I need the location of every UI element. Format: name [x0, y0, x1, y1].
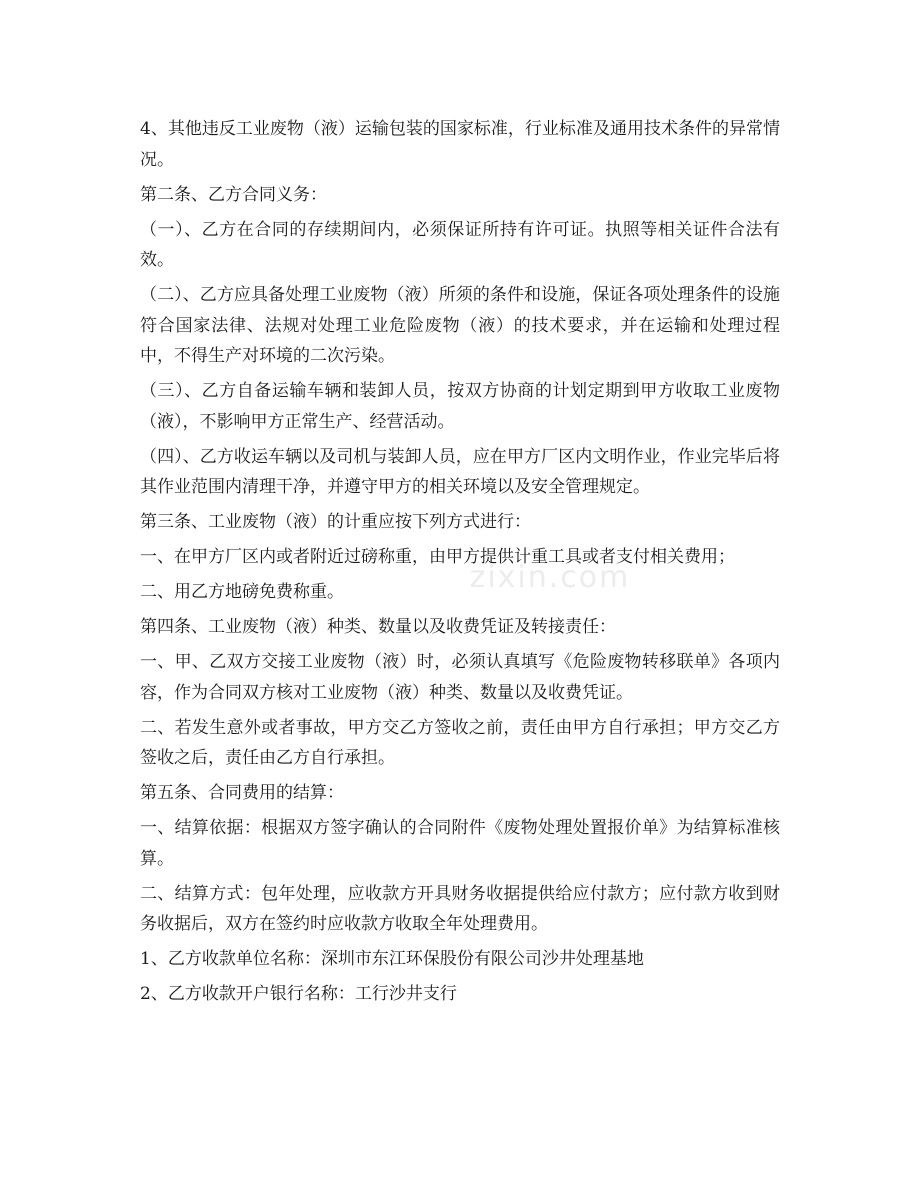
- clause-2-1: （一）、乙方在合同的存续期间内，必须保证所持有许可证。执照等相关证件合法有效。: [140, 219, 780, 270]
- clause-2-3: （三）、乙方自备运输车辆和装卸人员，按双方协商的计划定期到甲方收取工业废物（液），不影响甲方正常生产、经营活动。: [140, 381, 780, 432]
- clause-5-1: 一、结算依据：根据双方签字确认的合同附件《废物处理处置报价单》为结算标准核算。: [140, 818, 780, 869]
- article-5-heading: 第五条、合同费用的结算：: [140, 783, 344, 803]
- article-4-heading: 第四条、工业废物（液）种类、数量以及收费凭证及转接责任：: [140, 617, 616, 637]
- clause-4-1: 一、甲、乙双方交接工业废物（液）时，必须认真填写《危险废物转移联单》各项内容，作为合同双方核对工业废物（液）种类、数量以及收费凭证。: [140, 652, 780, 703]
- document-body: [140, 114, 780, 1014]
- clause-3-1: 一、在甲方厂区内或者附近过磅称重，由甲方提供计重工具或者支付相关费用；: [140, 547, 735, 567]
- clause-2-2: （二）、乙方应具备处理工业废物（液）所须的条件和设施，保证各项处理条件的设施符合国家法律、法规对处理工业危险废物（液）的技术要求，并在运输和处理过程中，不得生产对环境的二次污染。: [140, 285, 780, 366]
- clause-4-2: 二、若发生意外或者事故，甲方交乙方签收之前，责任由甲方自行承担；甲方交乙方签收之后，责任由乙方自行承担。: [140, 717, 780, 768]
- watermark: zixin.com: [469, 560, 631, 595]
- article-2-heading: 第二条、乙方合同义务：: [140, 184, 327, 205]
- paragraph-item-4-packaging: 4、其他违反工业废物（液）运输包装的国家标准，行业标准及通用技术条件的异常情况。: [140, 119, 780, 170]
- clause-2-4: （四）、乙方收运车辆以及司机与装卸人员，应在甲方厂区内文明作业，作业完毕后将其作业范围内清理干净，并遵守甲方的相关环境以及安全管理规定。: [140, 446, 780, 497]
- clause-3-2: 二、用乙方地磅免费称重。: [140, 582, 344, 602]
- article-3-heading: 第三条、工业废物（液）的计重应按下列方式进行：: [140, 512, 531, 532]
- payee-name: 1、乙方收款单位名称：深圳市东江环保股份有限公司沙井处理基地: [140, 949, 644, 969]
- clause-5-2: 二、结算方式：包年处理，应收款方开具财务收据提供给应付款方；应付款方收到财务收据后，双方在签约时应收款方收取全年处理费用。: [140, 883, 780, 934]
- payee-bank: 2、乙方收款开户银行名称：工行沙井支行: [140, 984, 457, 1004]
